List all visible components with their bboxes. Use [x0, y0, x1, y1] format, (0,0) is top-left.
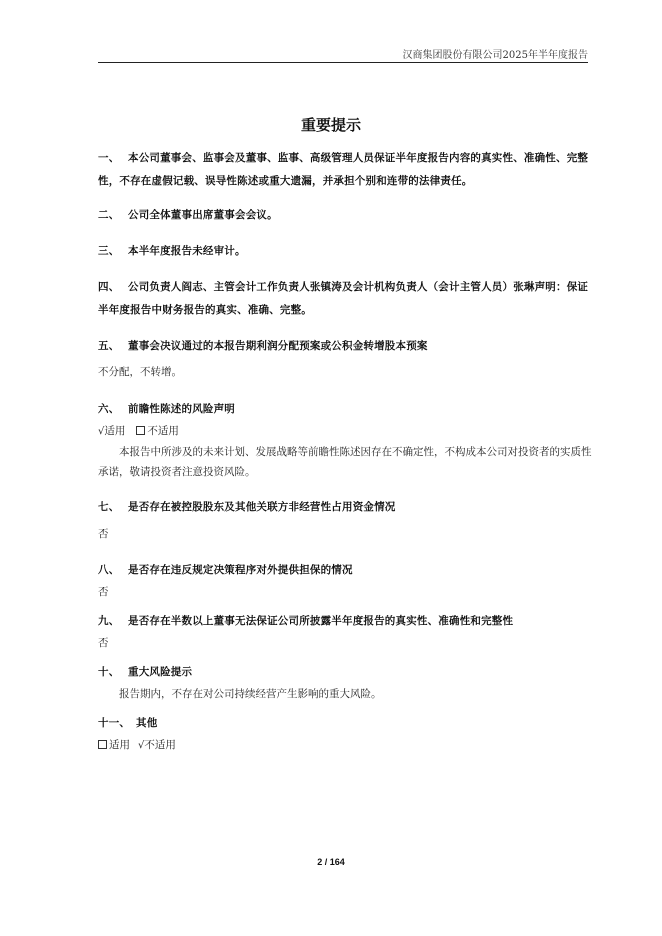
- section-10-heading: [98, 661, 598, 684]
- section-9-body: 否: [98, 637, 109, 649]
- section-6: [98, 398, 598, 482]
- page-title: 重要提示: [300, 116, 361, 134]
- section-5-heading: [98, 335, 598, 358]
- section-number: 八、: [98, 564, 120, 576]
- running-header: 汉商集团股份有限公司2025年半年度报告: [402, 50, 588, 61]
- section-3-text: 本半年度报告未经审计。: [128, 245, 246, 257]
- section-number: 七、: [98, 501, 120, 513]
- section-2-heading: [98, 204, 598, 227]
- section-number: 五、: [98, 340, 120, 352]
- section-11: [98, 712, 598, 756]
- section-10: [98, 661, 598, 704]
- section-11-heading: [98, 712, 598, 735]
- section-4-heading: [98, 276, 598, 322]
- section-7-heading: [98, 496, 598, 519]
- section-8-text: 是否存在违反规定决策程序对外提供担保的情况: [128, 564, 353, 576]
- section-10-body: 报告期内，不存在对公司持续经营产生影响的重大风险。: [119, 688, 382, 700]
- checkbox-icon[interactable]: [136, 426, 145, 435]
- section-7: [98, 496, 598, 544]
- section-1-heading: [98, 147, 598, 193]
- section-number: 十、: [98, 666, 120, 678]
- page-number: 2 / 164: [317, 857, 345, 867]
- section-5-text: 董事会决议通过的本报告期利润分配预案或公积金转增股本预案: [128, 340, 428, 352]
- section-5-body: 不分配，不转增。: [98, 366, 182, 378]
- checkbox-icon[interactable]: [98, 740, 107, 749]
- section-4-text: 公司负责人阎志、主管会计工作负责人张镇涛及会计机构负责人（会计主管人员）张琳声明：保证半年度报告中财务报告的真实、准确、完整。: [98, 281, 589, 316]
- section-3-heading: [98, 240, 598, 263]
- section-8-heading: [98, 559, 598, 582]
- section-8: [98, 559, 598, 602]
- section-9-text: 是否存在半数以上董事无法保证公司所披露半年度报告的真实性、准确性和完整性: [128, 615, 514, 627]
- option-not-applicable-label: 不适用: [144, 739, 176, 751]
- section-6-heading: [98, 398, 598, 421]
- section-2: [98, 204, 598, 227]
- section-number: 四、: [98, 281, 120, 293]
- section-8-body: 否: [98, 586, 109, 598]
- section-4: [98, 276, 598, 322]
- section-11-text: 其他: [136, 717, 158, 729]
- option-not-applicable-label: 不适用: [147, 425, 179, 437]
- section-6-text: 前瞻性陈述的风险声明: [128, 403, 235, 415]
- check-mark-icon[interactable]: √: [98, 426, 105, 437]
- section-number: 一、: [98, 152, 120, 164]
- section-3: [98, 240, 598, 263]
- section-7-body: 否: [98, 528, 109, 540]
- section-number: 三、: [98, 245, 120, 257]
- section-number: 九、: [98, 615, 120, 627]
- option-applicable-label: 适用: [109, 739, 130, 751]
- section-11-options: [98, 735, 598, 756]
- section-2-text: 公司全体董事出席董事会会议。: [128, 209, 278, 221]
- section-5: [98, 335, 598, 382]
- section-9: [98, 610, 598, 653]
- section-number: 十一、: [98, 717, 131, 729]
- section-1: [98, 147, 598, 193]
- section-7-text: 是否存在被控股股东及其他关联方非经营性占用资金情况: [128, 501, 396, 513]
- section-9-heading: [98, 610, 598, 633]
- header-rule: [98, 62, 588, 63]
- check-mark-icon[interactable]: √: [138, 740, 145, 751]
- option-applicable-label: 适用: [104, 425, 126, 437]
- section-10-text: 重大风险提示: [128, 666, 193, 678]
- section-6-options: [98, 421, 598, 442]
- section-number: 二、: [98, 209, 120, 221]
- section-number: 六、: [98, 403, 120, 415]
- section-1-text: 本公司董事会、监事会及董事、监事、高级管理人员保证半年度报告内容的真实性、准确性、完整性，不存在虚假记载、误导性陈述或重大遗漏，并承担个别和连带的法律责任。: [98, 152, 589, 187]
- section-6-body: 本报告中所涉及的未来计划、发展战略等前瞻性陈述因存在不确定性，不构成本公司对投资者的实质性承诺，敬请投资者注意投资风险。: [98, 446, 592, 478]
